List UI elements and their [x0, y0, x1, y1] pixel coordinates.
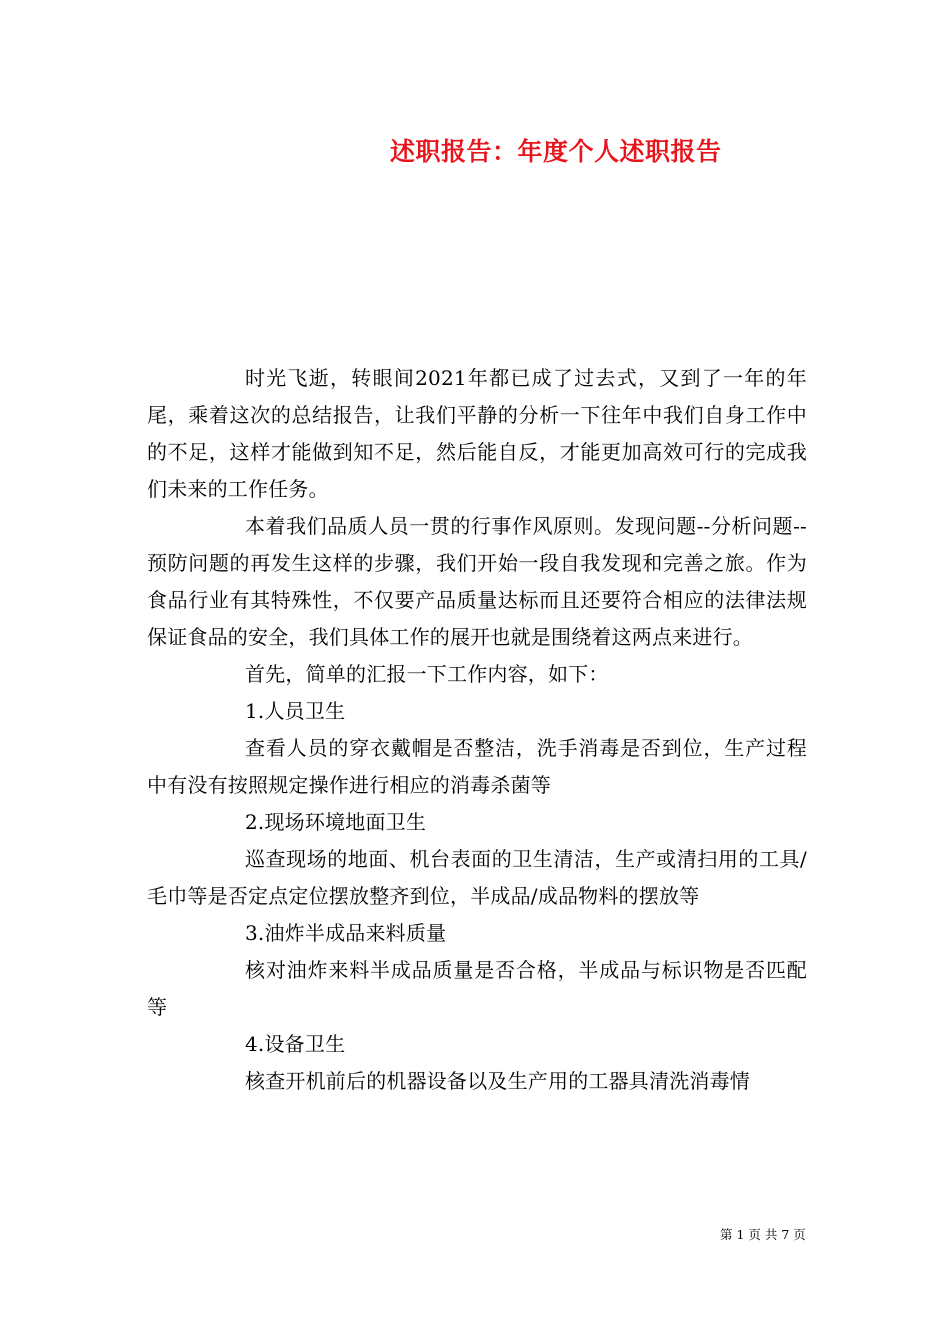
paragraph-intro: 时光飞逝，转眼间2021年都已成了过去式，又到了一年的年尾，乘着这次的总结报告，让我们平静的分析一下往年中我们自身工作中的不足，这样才能做到知不足，然后能自反，才能更加高效可行的完成我们未来的工作任务。 [147, 366, 807, 501]
page-number-footer: 第 1 页 共 7 页 [720, 1227, 806, 1242]
heading-personnel-hygiene: 1.人员卫生 [245, 699, 346, 723]
paragraph-fried-material-quality: 核对油炸来料半成品质量是否合格，半成品与标识物是否匹配等 [147, 958, 807, 1019]
document-title: 述职报告：年度个人述职报告 [390, 137, 722, 166]
paragraph-personnel-hygiene: 查看人员的穿衣戴帽是否整洁，洗手消毒是否到位，生产过程中有没有按照规定操作进行相应的消毒杀菌等 [147, 736, 807, 797]
heading-fried-material-quality: 3.油炸半成品来料质量 [245, 921, 447, 945]
paragraph-principle: 本着我们品质人员一贯的行事作风原则。发现问题--分析问题--预防问题的再发生这样的步骤，我们开始一段自我发现和完善之旅。作为食品行业有其特殊性，不仅要产品质量达标而且还要符合相应的法律法规保证食品的安全，我们具体工作的展开也就是围绕着这两点来进行。 [147, 514, 807, 649]
paragraph-work-summary: 首先，简单的汇报一下工作内容，如下： [245, 662, 609, 686]
heading-site-hygiene: 2.现场环境地面卫生 [245, 810, 427, 834]
heading-equipment-hygiene: 4.设备卫生 [245, 1032, 346, 1056]
paragraph-site-hygiene: 巡查现场的地面、机台表面的卫生清洁，生产或清扫用的工具/毛巾等是否定点定位摆放整齐到位，半成品/成品物料的摆放等 [147, 847, 807, 908]
document-body [147, 360, 807, 1100]
paragraph-equipment-hygiene: 核查开机前后的机器设备以及生产用的工器具清洗消毒情 [245, 1069, 750, 1093]
